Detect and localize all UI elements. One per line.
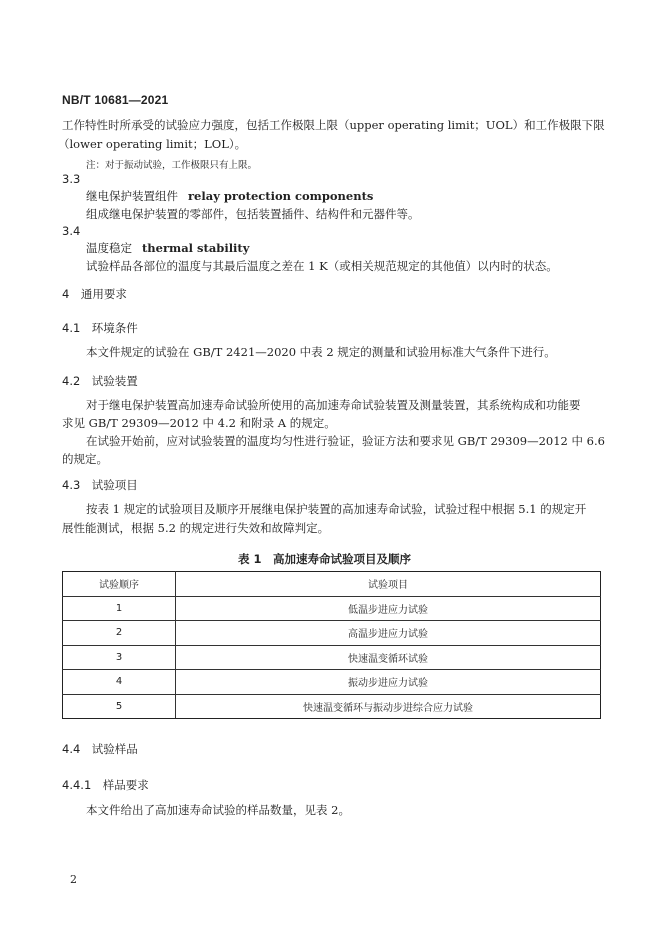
table-cell: 振动步进应力试验 <box>176 670 601 695</box>
paragraph-line: （lower operating limit；LOL）。 <box>58 137 247 151</box>
term-heading-3-3 <box>86 188 373 204</box>
column-header: 试验项目 <box>176 572 601 597</box>
table-row <box>63 645 601 670</box>
table-cell: 2 <box>63 621 176 646</box>
table-row <box>63 596 601 621</box>
paragraph-line: 对于继电保护装置高加速寿命试验所使用的高加速寿命试验装置及测量装置，其系统构成和功能要 <box>86 398 581 412</box>
term-cn: 温度稳定 <box>86 241 132 255</box>
paragraph-line: 展性能测试，根据 5.2 的规定进行失效和故障判定。 <box>62 521 330 535</box>
term-heading-3-4 <box>86 240 249 256</box>
page-number: 2 <box>70 873 77 886</box>
paragraph-line: 在试验开始前，应对试验装置的温度均匀性进行验证，验证方法和要求见 GB/T 29309—2012 中 6.6 <box>86 434 605 448</box>
test-items-table <box>62 571 601 719</box>
term-definition-3-4: 试验样品各部位的温度与其最后温度之差在 1 K（或相关规范规定的其他值）以内时的状态。 <box>86 259 558 273</box>
table-row <box>63 694 601 719</box>
table-cell: 1 <box>63 596 176 621</box>
section-heading-4-4: 4.4 试验样品 <box>62 742 138 756</box>
table-cell: 快速温变循环试验 <box>176 645 601 670</box>
note-text: 注：对于振动试验，工作极限只有上限。 <box>86 160 258 171</box>
column-header: 试验顺序 <box>63 572 176 597</box>
table-cell: 4 <box>63 670 176 695</box>
paragraph-4-1: 本文件规定的试验在 GB/T 2421—2020 中表 2 规定的测量和试验用标准大气条件下进行。 <box>86 345 556 359</box>
paragraph-line: 按表 1 规定的试验项目及顺序开展继电保护装置的高加速寿命试验，试验过程中根据 5.1 的规定开 <box>86 502 587 516</box>
table-cell: 3 <box>63 645 176 670</box>
section-heading-4-2: 4.2 试验装置 <box>62 374 138 388</box>
paragraph-line: 的规定。 <box>62 452 108 466</box>
clause-number-3-4: 3.4 <box>62 224 81 238</box>
paragraph-4-4-1: 本文件给出了高加速寿命试验的样品数量，见表 2。 <box>86 803 350 817</box>
paragraph-line: 工作特性时所承受的试验应力强度，包括工作极限上限（upper operating limit；UOL）和工作极限下限 <box>62 118 605 132</box>
paragraph-line: 求见 GB/T 29309—2012 中 4.2 和附录 A 的规定。 <box>62 416 336 430</box>
document-id-header: NB/T 10681—2021 <box>62 93 169 107</box>
term-cn: 继电保护装置组件 <box>86 189 178 203</box>
table-cell: 快速温变循环与振动步进综合应力试验 <box>176 694 601 719</box>
table-row <box>63 670 601 695</box>
section-heading-4-4-1: 4.4.1 样品要求 <box>62 778 149 792</box>
section-heading-4-3: 4.3 试验项目 <box>62 478 138 492</box>
table-header-row <box>63 572 601 597</box>
table-cell: 低温步进应力试验 <box>176 596 601 621</box>
table-cell: 5 <box>63 694 176 719</box>
table-cell: 高温步进应力试验 <box>176 621 601 646</box>
term-definition-3-3: 组成继电保护装置的零部件，包括装置插件、结构件和元器件等。 <box>86 207 420 221</box>
term-en: relay protection components <box>188 189 374 203</box>
section-heading-4-1: 4.1 环境条件 <box>62 321 138 335</box>
table-row <box>63 621 601 646</box>
section-heading-4: 4 通用要求 <box>62 287 127 301</box>
clause-number-3-3: 3.3 <box>62 172 81 186</box>
table-caption: 表 1 高加速寿命试验项目及顺序 <box>238 552 412 566</box>
term-en: thermal stability <box>142 241 250 255</box>
